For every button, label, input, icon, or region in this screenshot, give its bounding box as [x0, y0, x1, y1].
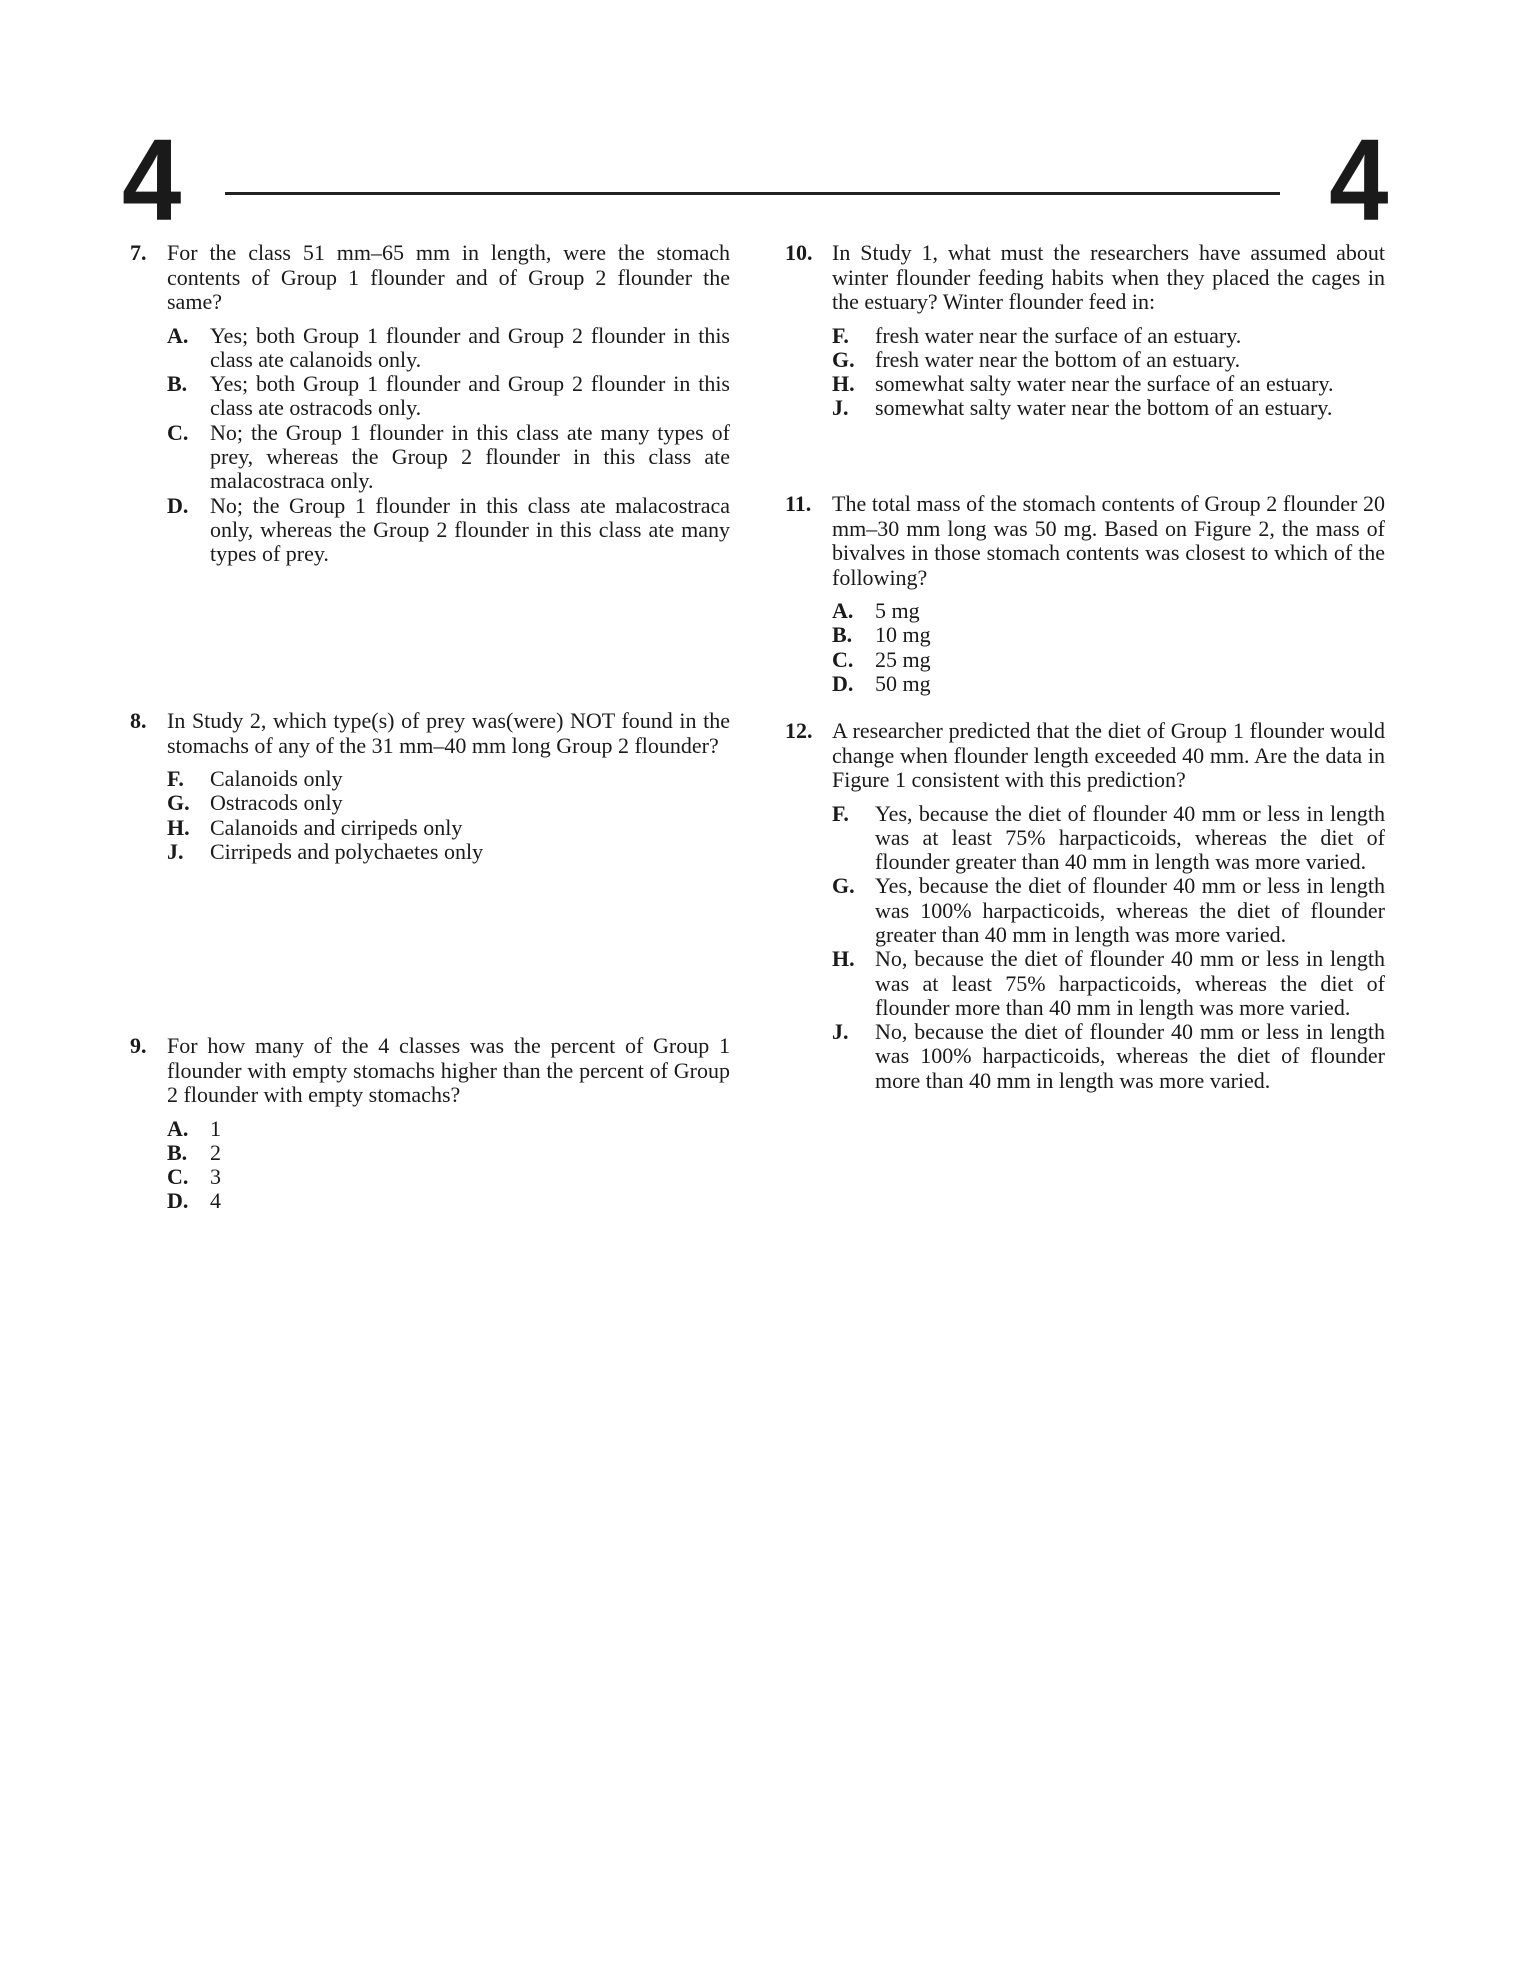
choice-letter: J.	[832, 395, 849, 421]
choice-text: 25 mg	[875, 646, 931, 672]
choice-text: 5 mg	[875, 598, 920, 623]
choice-text: 2	[210, 1139, 221, 1165]
answer-choice-g[interactable]	[785, 348, 1385, 372]
choice-text: somewhat salty water near the bottom of an estuary.	[875, 395, 1333, 421]
page-number-left: 4	[122, 115, 182, 245]
choice-letter: C.	[832, 646, 854, 672]
answer-choice-a[interactable]	[130, 324, 730, 373]
choice-letter: G.	[167, 790, 190, 816]
answer-choices	[785, 802, 1385, 1094]
choice-text: Calanoids only	[210, 766, 343, 791]
choice-text: Cirripeds and polychaetes only	[210, 838, 484, 864]
answer-choices	[785, 599, 1385, 696]
choice-text: No, because the diet of flounder 40 mm or less in length was at least 75% harpacticoids, whereas the diet of flounder more than 40 mm in length was more varied.	[875, 946, 1385, 1020]
choice-letter: J.	[167, 838, 184, 864]
question-text: The total mass of the stomach contents of Group 2 flounder 20 mm–30 mm long was 50 mg. Based on Figure 2, the mass of bivalves in those stomach contents was closest to which of the following?	[832, 491, 1385, 590]
choice-letter: H.	[832, 946, 855, 972]
question-9	[130, 1034, 730, 1214]
choice-text: 3	[210, 1164, 221, 1190]
answer-choice-b[interactable]	[785, 623, 1385, 647]
choice-letter: G.	[832, 346, 855, 372]
choice-letter: F.	[167, 766, 184, 791]
answer-choice-f[interactable]	[785, 802, 1385, 875]
choice-text: Calanoids and cirripeds only	[210, 814, 463, 840]
answer-choices	[130, 324, 730, 567]
question-number: 12.	[785, 718, 813, 743]
choice-text: 10 mg	[875, 622, 931, 648]
answer-choices	[785, 324, 1385, 421]
answer-choice-j[interactable]	[785, 1020, 1385, 1093]
choice-letter: C.	[167, 1164, 189, 1190]
answer-choice-b[interactable]	[130, 372, 730, 421]
choice-letter: C.	[167, 419, 189, 445]
question-stem	[130, 709, 730, 758]
question-11	[785, 492, 1385, 696]
choice-letter: F.	[832, 800, 849, 826]
answer-choice-d[interactable]	[130, 494, 730, 567]
question-text: A researcher predicted that the diet of Group 1 flounder would change when flounder length exceeded 40 mm. Are the data in Figure 1 consistent with this prediction?	[832, 718, 1385, 792]
answer-choices	[130, 1117, 730, 1214]
question-text: For the class 51 mm–65 mm in length, were the stomach contents of Group 1 flounder and of Group 2 flounder the same?	[167, 240, 730, 314]
answer-choice-h[interactable]	[785, 372, 1385, 396]
question-number: 7.	[130, 240, 147, 265]
question-text: For how many of the 4 classes was the percent of Group 1 flounder with empty stomachs higher than the percent of Group 2 flounder with empty stomachs?	[167, 1033, 730, 1107]
choice-text: 50 mg	[875, 670, 931, 696]
question-text: In Study 2, which type(s) of prey was(were) NOT found in the stomachs of any of the 31 mm–40 mm long Group 2 flounder?	[167, 708, 730, 758]
question-text: In Study 1, what must the researchers have assumed about winter flounder feeding habits when they placed the cages in the estuary? Winter flounder feed in:	[832, 240, 1385, 314]
answer-choice-h[interactable]	[785, 947, 1385, 1020]
choice-letter: G.	[832, 873, 855, 899]
question-number: 11.	[785, 491, 812, 516]
answer-choice-g[interactable]	[785, 874, 1385, 947]
question-7	[130, 241, 730, 566]
choice-text: No; the Group 1 flounder in this class ate many types of prey, whereas the Group 2 flounder in this class ate malacostraca only.	[210, 419, 730, 494]
choice-text: Yes, because the diet of flounder 40 mm or less in length was 100% harpacticoids, whereas the diet of flounder greater than 40 mm in length was more varied.	[875, 873, 1385, 947]
choice-letter: B.	[832, 622, 853, 648]
choice-text: No, because the diet of flounder 40 mm or less in length was 100% harpacticoids, whereas the diet of flounder more than 40 mm in length was more varied.	[875, 1019, 1385, 1093]
choice-text: Yes; both Group 1 flounder and Group 2 flounder in this class ate ostracods only.	[210, 371, 730, 421]
choice-letter: D.	[832, 670, 854, 696]
choice-letter: A.	[832, 598, 854, 623]
choice-letter: A.	[167, 1115, 189, 1141]
answer-choice-c[interactable]	[130, 1165, 730, 1189]
answer-choice-f[interactable]	[785, 324, 1385, 348]
choice-letter: D.	[167, 1188, 189, 1214]
choice-text: No; the Group 1 flounder in this class ate malacostraca only, whereas the Group 2 flounder in this class ate many types of prey.	[210, 492, 730, 567]
choice-letter: F.	[832, 322, 849, 348]
answer-choice-a[interactable]	[785, 599, 1385, 623]
answer-choice-d[interactable]	[785, 672, 1385, 696]
answer-choice-j[interactable]	[130, 840, 730, 864]
question-number: 9.	[130, 1033, 147, 1058]
answer-choice-a[interactable]	[130, 1117, 730, 1141]
choice-text: fresh water near the surface of an estuary.	[875, 322, 1242, 348]
choice-letter: A.	[167, 322, 189, 348]
answer-choice-h[interactable]	[130, 816, 730, 840]
choice-text: Yes, because the diet of flounder 40 mm or less in length was at least 75% harpacticoids, whereas the diet of flounder greater than 40 mm in length was more varied.	[875, 800, 1385, 875]
question-8	[130, 709, 730, 864]
answer-choice-d[interactable]	[130, 1189, 730, 1213]
page-number-right: 4	[1329, 115, 1389, 245]
answer-choice-f[interactable]	[130, 767, 730, 791]
choice-text: fresh water near the bottom of an estuary.	[875, 346, 1241, 372]
question-stem	[785, 719, 1385, 793]
question-10	[785, 241, 1385, 421]
choice-text: somewhat salty water near the surface of an estuary.	[875, 371, 1334, 397]
choice-text: Yes; both Group 1 flounder and Group 2 flounder in this class ate calanoids only.	[210, 322, 730, 372]
answer-choice-g[interactable]	[130, 791, 730, 815]
question-stem	[130, 1034, 730, 1108]
question-number: 10.	[785, 240, 813, 265]
question-stem	[785, 492, 1385, 590]
choice-letter: D.	[167, 492, 189, 518]
choice-text: 1	[210, 1115, 221, 1141]
answer-choice-c[interactable]	[785, 648, 1385, 672]
answer-choices	[130, 767, 730, 864]
choice-letter: B.	[167, 371, 188, 397]
header-rule	[225, 192, 1280, 195]
choice-text: Ostracods only	[210, 790, 343, 816]
choice-letter: H.	[832, 371, 855, 397]
question-12	[785, 719, 1385, 1093]
answer-choice-j[interactable]	[785, 396, 1385, 420]
question-number: 8.	[130, 708, 147, 733]
answer-choice-b[interactable]	[130, 1141, 730, 1165]
answer-choice-c[interactable]	[130, 421, 730, 494]
question-stem	[130, 241, 730, 315]
choice-letter: J.	[832, 1019, 849, 1045]
choice-letter: B.	[167, 1139, 188, 1165]
choice-text: 4	[210, 1188, 221, 1214]
choice-letter: H.	[167, 814, 190, 840]
question-stem	[785, 241, 1385, 315]
